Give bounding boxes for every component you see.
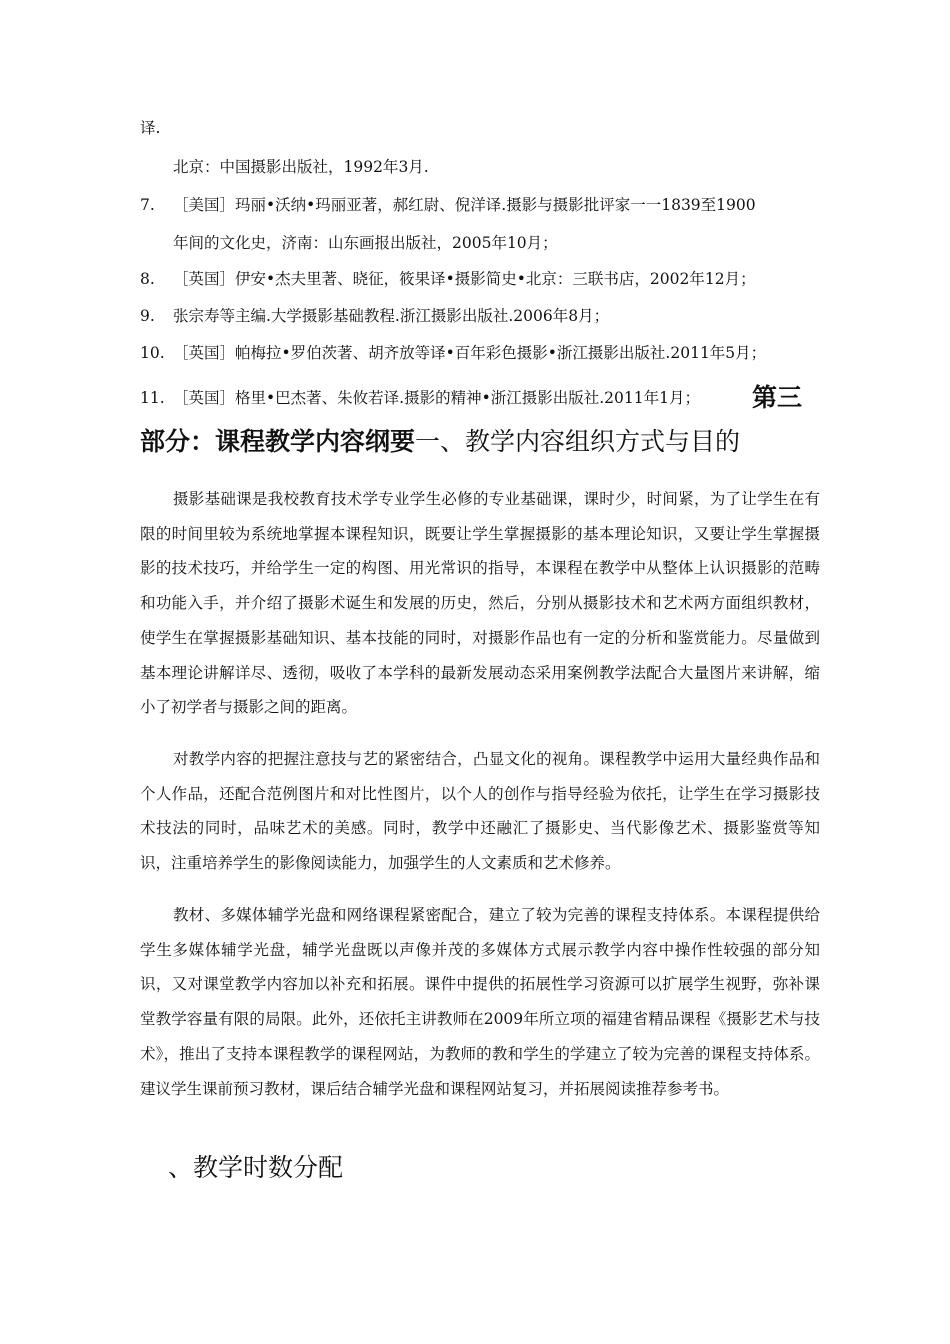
reference-text: ［美国］玛丽•沃纳•玛丽亚著，郝红尉、倪洋译.摄影与摄影批评家一一1839至1900 bbox=[173, 196, 756, 214]
reference-text: ［英国］格里•巴杰著、朱攸若译.摄影的精神•浙江摄影出版社.2011年1月； bbox=[173, 389, 700, 407]
section-heading bbox=[140, 425, 740, 459]
reference-number: 7. bbox=[140, 196, 155, 214]
continuation-line: 译. bbox=[140, 119, 161, 137]
body-paragraph: 摄影基础课是我校教育技术学专业学生必修的专业基础课，课时少，时间紧，为了让学生在有限的时间里较为系统地掌握本课程知识，既要让学生掌握摄影的基本理论知识，又要让学生掌握摄影的技术技巧，并给学生一定的构图、用光常识的指导，本课程在教学中从整体上认识摄影的范畴和功能入手，并介绍了摄影术诞生和发展的历史，然后，分别从摄影技术和艺术两方面组织教材，使学生在掌握摄影基础知识、基本技能的同时，对摄影作品也有一定的分析和鉴赏能力。尽量做到基本理论讲解详尽、透彻，吸收了本学科的最新发展动态采用案例教学法配合大量图片来讲解，缩小了初学者与摄影之间的距离。 bbox=[140, 490, 820, 717]
reference-text: ［英国］伊安•杰夫里著、晓征，筱果译•摄影简史•北京：三联书店，2002年12月； bbox=[173, 270, 756, 288]
section-heading-2: 、教学时数分配 bbox=[168, 1153, 344, 1182]
reference-text: 张宗寿等主编.大学摄影基础教程.浙江摄影出版社.2006年8月； bbox=[173, 307, 610, 325]
reference-number: 11. bbox=[140, 389, 165, 407]
body-paragraph: 教材、多媒体辅学光盘和网络课程紧密配合，建立了较为完善的课程支持体系。本课程提供给学生多媒体辅学光盘，辅学光盘既以声像并茂的多媒体方式展示教学内容中操作性较强的部分知识，又对课堂教学内容加以补充和拓展。课件中提供的拓展性学习资源可以扩展学生视野，弥补课堂教学容量有限的局限。此外，还依托主讲教师在2009年所立项的福建省精品课程《摄影艺术与技术》，推出了支持本课程教学的课程网站，为教师的教和学生的学建立了较为完善的课程支持体系。建议学生课前预习教材，课后结合辅学光盘和课程网站复习，并拓展阅读推荐参考书。 bbox=[140, 906, 820, 1098]
continuation-line: 北京：中国摄影出版社，1992年3月. bbox=[173, 158, 429, 176]
part-title: 部分：课程教学内容纲要 bbox=[140, 427, 416, 456]
part-title-start: 第三 bbox=[752, 383, 803, 412]
reference-text-continuation: 年间的文化史，济南：山东画报出版社，2005年10月； bbox=[173, 234, 558, 252]
section-subtitle: 一、教学内容组织方式与目的 bbox=[415, 427, 741, 456]
reference-text: ［英国］帕梅拉•罗伯茨著、胡齐放等译•百年彩色摄影•浙江摄影出版社.2011年5月； bbox=[173, 344, 767, 362]
reference-number: 10. bbox=[140, 344, 165, 362]
reference-number: 8. bbox=[140, 270, 155, 288]
reference-number: 9. bbox=[140, 307, 155, 325]
body-paragraph: 对教学内容的把握注意技与艺的紧密结合，凸显文化的视角。课程教学中运用大量经典作品和个人作品，还配合范例图片和对比性图片，以个人的创作与指导经验为依托，让学生在学习摄影技术技法的同时，品味艺术的美感。同时，教学中还融汇了摄影史、当代影像艺术、摄影鉴赏等知识，注重培养学生的影像阅读能力，加强学生的人文素质和艺术修养。 bbox=[140, 750, 820, 873]
